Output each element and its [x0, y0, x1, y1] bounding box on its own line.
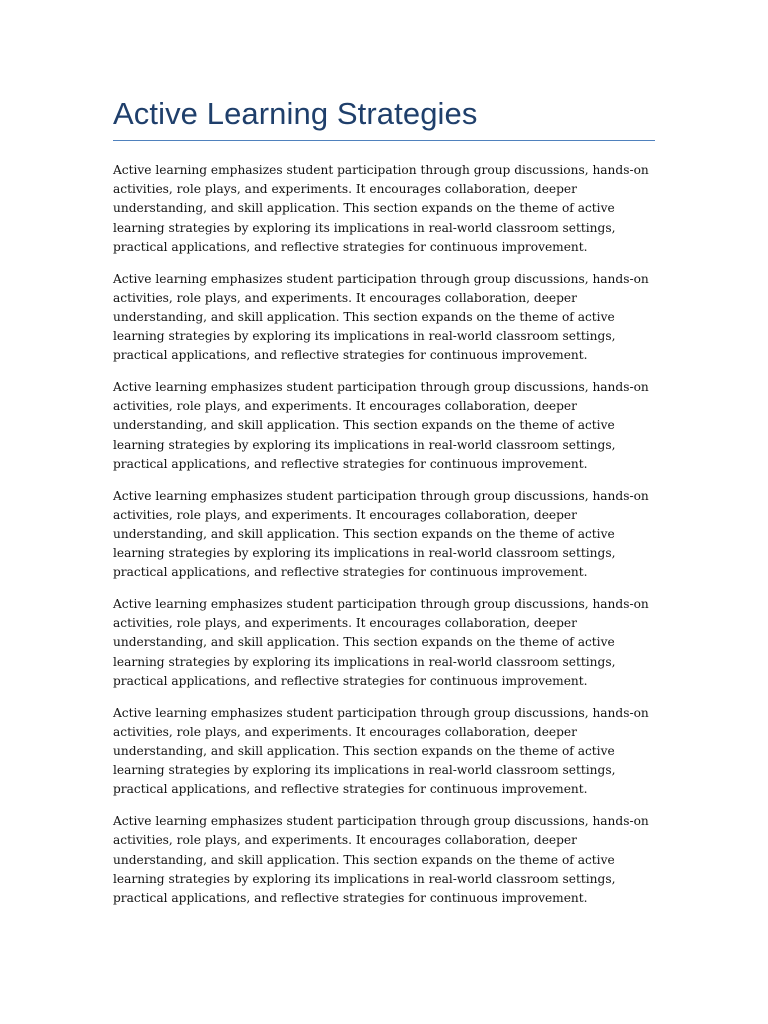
body-paragraph-3: Active learning emphasizes student participation through group discussions, hands-on activities, role plays, and experiments. It encourages collaboration, deeper understanding, and skill application. This section expands on the theme of active learning strategies by exploring its implications in real-world classroom settings, practical applications, and reflective strategies for continuous improvement.	[113, 380, 649, 471]
body-paragraph-4: Active learning emphasizes student participation through group discussions, hands-on activities, role plays, and experiments. It encourages collaboration, deeper understanding, and skill application. This section expands on the theme of active learning strategies by exploring its implications in real-world classroom settings, practical applications, and reflective strategies for continuous improvement.	[113, 488, 649, 580]
document-page	[113, 92, 655, 921]
body-paragraph-6: Active learning emphasizes student participation through group discussions, hands-on activities, role plays, and experiments. It encourages collaboration, deeper understanding, and skill application. This section expands on the theme of active learning strategies by exploring its implications in real-world classroom settings, practical applications, and reflective strategies for continuous improvement.	[113, 705, 649, 797]
body-paragraph-1: Active learning emphasizes student participation through group discussions, hands-on activities, role plays, and experiments. It encourages collaboration, deeper understanding, and skill application. This section expands on the theme of active learning strategies by exploring its implications in real-world classroom settings, practical applications, and reflective strategies for continuous improvement.	[113, 163, 649, 254]
body-paragraph-2: Active learning emphasizes student participation through group discussions, hands-on activities, role plays, and experiments. It encourages collaboration, deeper understanding, and skill application. This section expands on the theme of active learning strategies by exploring its implications in real-world classroom settings, practical applications, and reflective strategies for continuous improvement.	[113, 271, 649, 363]
title-underline-rule	[113, 140, 655, 141]
body-paragraph-5: Active learning emphasizes student participation through group discussions, hands-on activities, role plays, and experiments. It encourages collaboration, deeper understanding, and skill application. This section expands on the theme of active learning strategies by exploring its implications in real-world classroom settings, practical applications, and reflective strategies for continuous improvement.	[113, 597, 649, 688]
body-paragraph-7: Active learning emphasizes student participation through group discussions, hands-on activities, role plays, and experiments. It encourages collaboration, deeper understanding, and skill application. This section expands on the theme of active learning strategies by exploring its implications in real-world classroom settings, practical applications, and reflective strategies for continuous improvement.	[113, 814, 649, 905]
document-title: Active Learning Strategies	[113, 96, 478, 131]
